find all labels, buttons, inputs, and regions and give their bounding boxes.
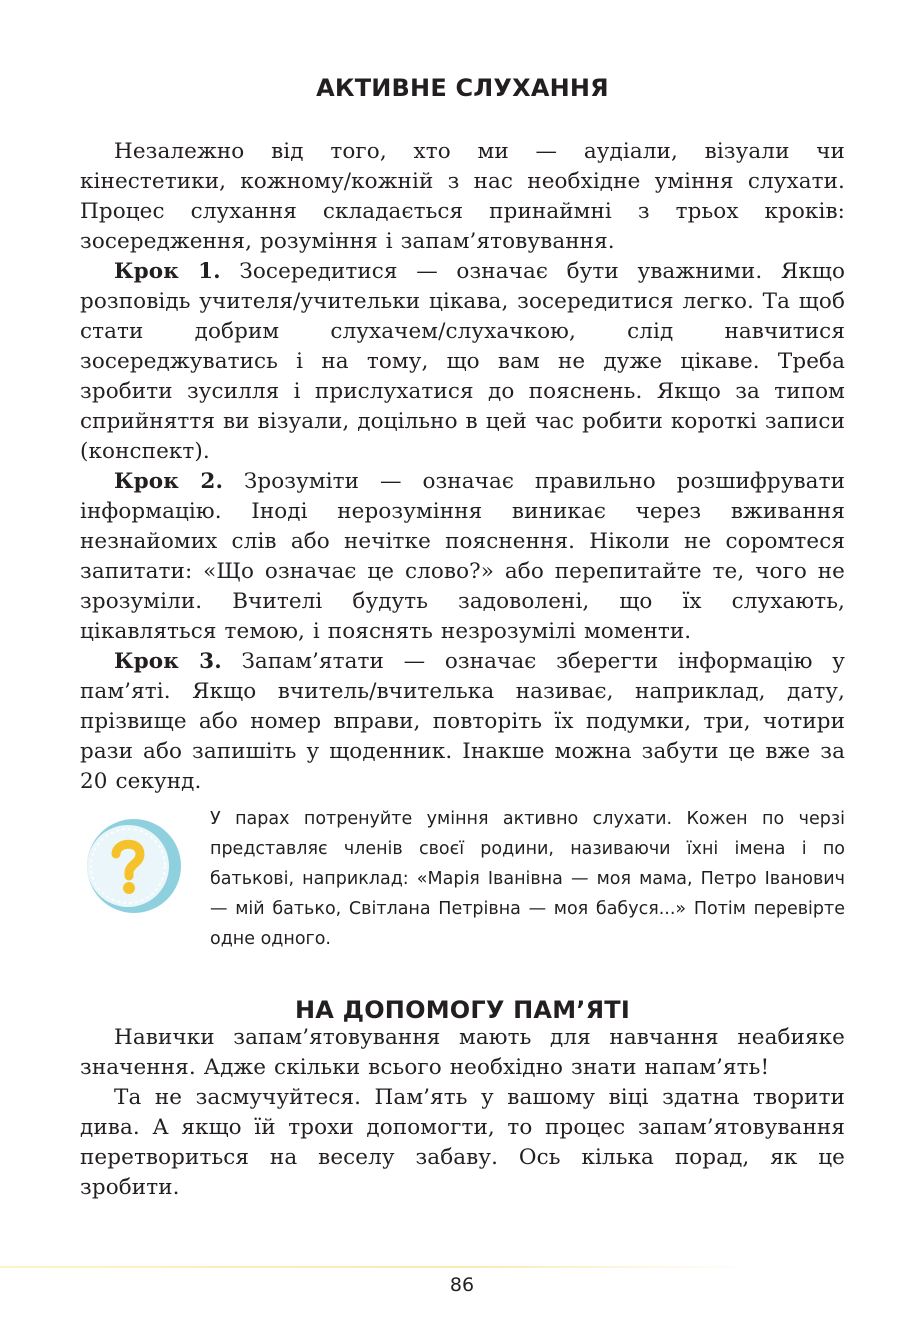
question-mark-icon [84,816,184,916]
paragraph-text: Та не засмучуйтеся. Пам’ять у вашому віці здатна творити дива. А якщо їй трохи допомогти, то процес запам’ятовування перетвориться на веселу забаву. Ось кілька порад, як це зробити. [80,1085,845,1200]
section-title-memory-help: НА ДОПОМОГУ ПАМ’ЯТІ [295,996,630,1024]
step-label: Крок 1. [114,259,221,284]
paragraph-intro [80,137,845,257]
paragraph-step-1 [80,257,845,467]
footer-divider [0,1266,760,1268]
paragraph-memory-advice [80,1083,845,1203]
paragraph-text: Незалежно від того, хто ми — аудіали, візуали чи кінестетики, кожному/кожній з нас необхідне уміння слухати. Процес слухання складається принаймні з трьох кроків: зосередження, розуміння і запам’ятовування. [80,139,845,254]
step-label: Крок 3. [114,649,222,674]
paragraph-text: Зрозуміти — означає правильно розшифрувати інформацію. Іноді нерозуміння виникає через вживання незнайомих слів або нечітке пояснення. Ніколи не соромтеся запитати: «Що означає це слово?» або перепитайте те, чого не зрозуміли. Вчителі будуть задоволені, що їх слухають, цікавляться темою, і пояснять незрозумілі моменти. [80,469,845,644]
task-box [80,804,845,954]
paragraph-step-3 [80,647,845,797]
section-title-active-listening: АКТИВНЕ СЛУХАННЯ [316,74,609,102]
page-number: 86 [449,1274,475,1296]
task-text: У парах потренуйте уміння активно слухати. Кожен по черзі представляє членів своєї родини, називаючи їхні імена і по батькові, наприклад: «Марія Іванівна — моя мама, Петро Іванович — мій батько, Світлана Петрівна — моя бабуся...» Потім перевірте одне одного. [210,809,845,949]
step-label: Крок 2. [114,469,224,494]
section-body-memory-help [80,1023,845,1203]
paragraph-memory-intro [80,1023,845,1083]
paragraph-step-2 [80,467,845,647]
paragraph-text: Зосередитися — означає бути уважними. Якщо розповідь учителя/учительки цікава, зосередитися легко. Та щоб стати добрим слухачем/слухачкою, слід навчитися зосереджуватись і на тому, що вам не дуже цікаве. Треба зробити зусилля і прислухатися до пояснень. Якщо за типом сприйняття ви візуали, доцільно в цей час робити короткі записи (конспект). [80,259,846,464]
paragraph-text: Запам’ятати — означає зберегти інформацію у пам’яті. Якщо вчитель/вчителька називає, наприклад, дату, прізвище або номер вправи, повторіть їх подумки, три, чотири рази або запишіть у щоденник. Інакше можна забути це вже за 20 секунд. [80,649,845,794]
paragraph-text: Навички запам’ятовування мають для навчання неабияке значення. Адже скільки всього необхідно знати напам’ять! [80,1025,845,1080]
section-body-active-listening [80,137,845,797]
